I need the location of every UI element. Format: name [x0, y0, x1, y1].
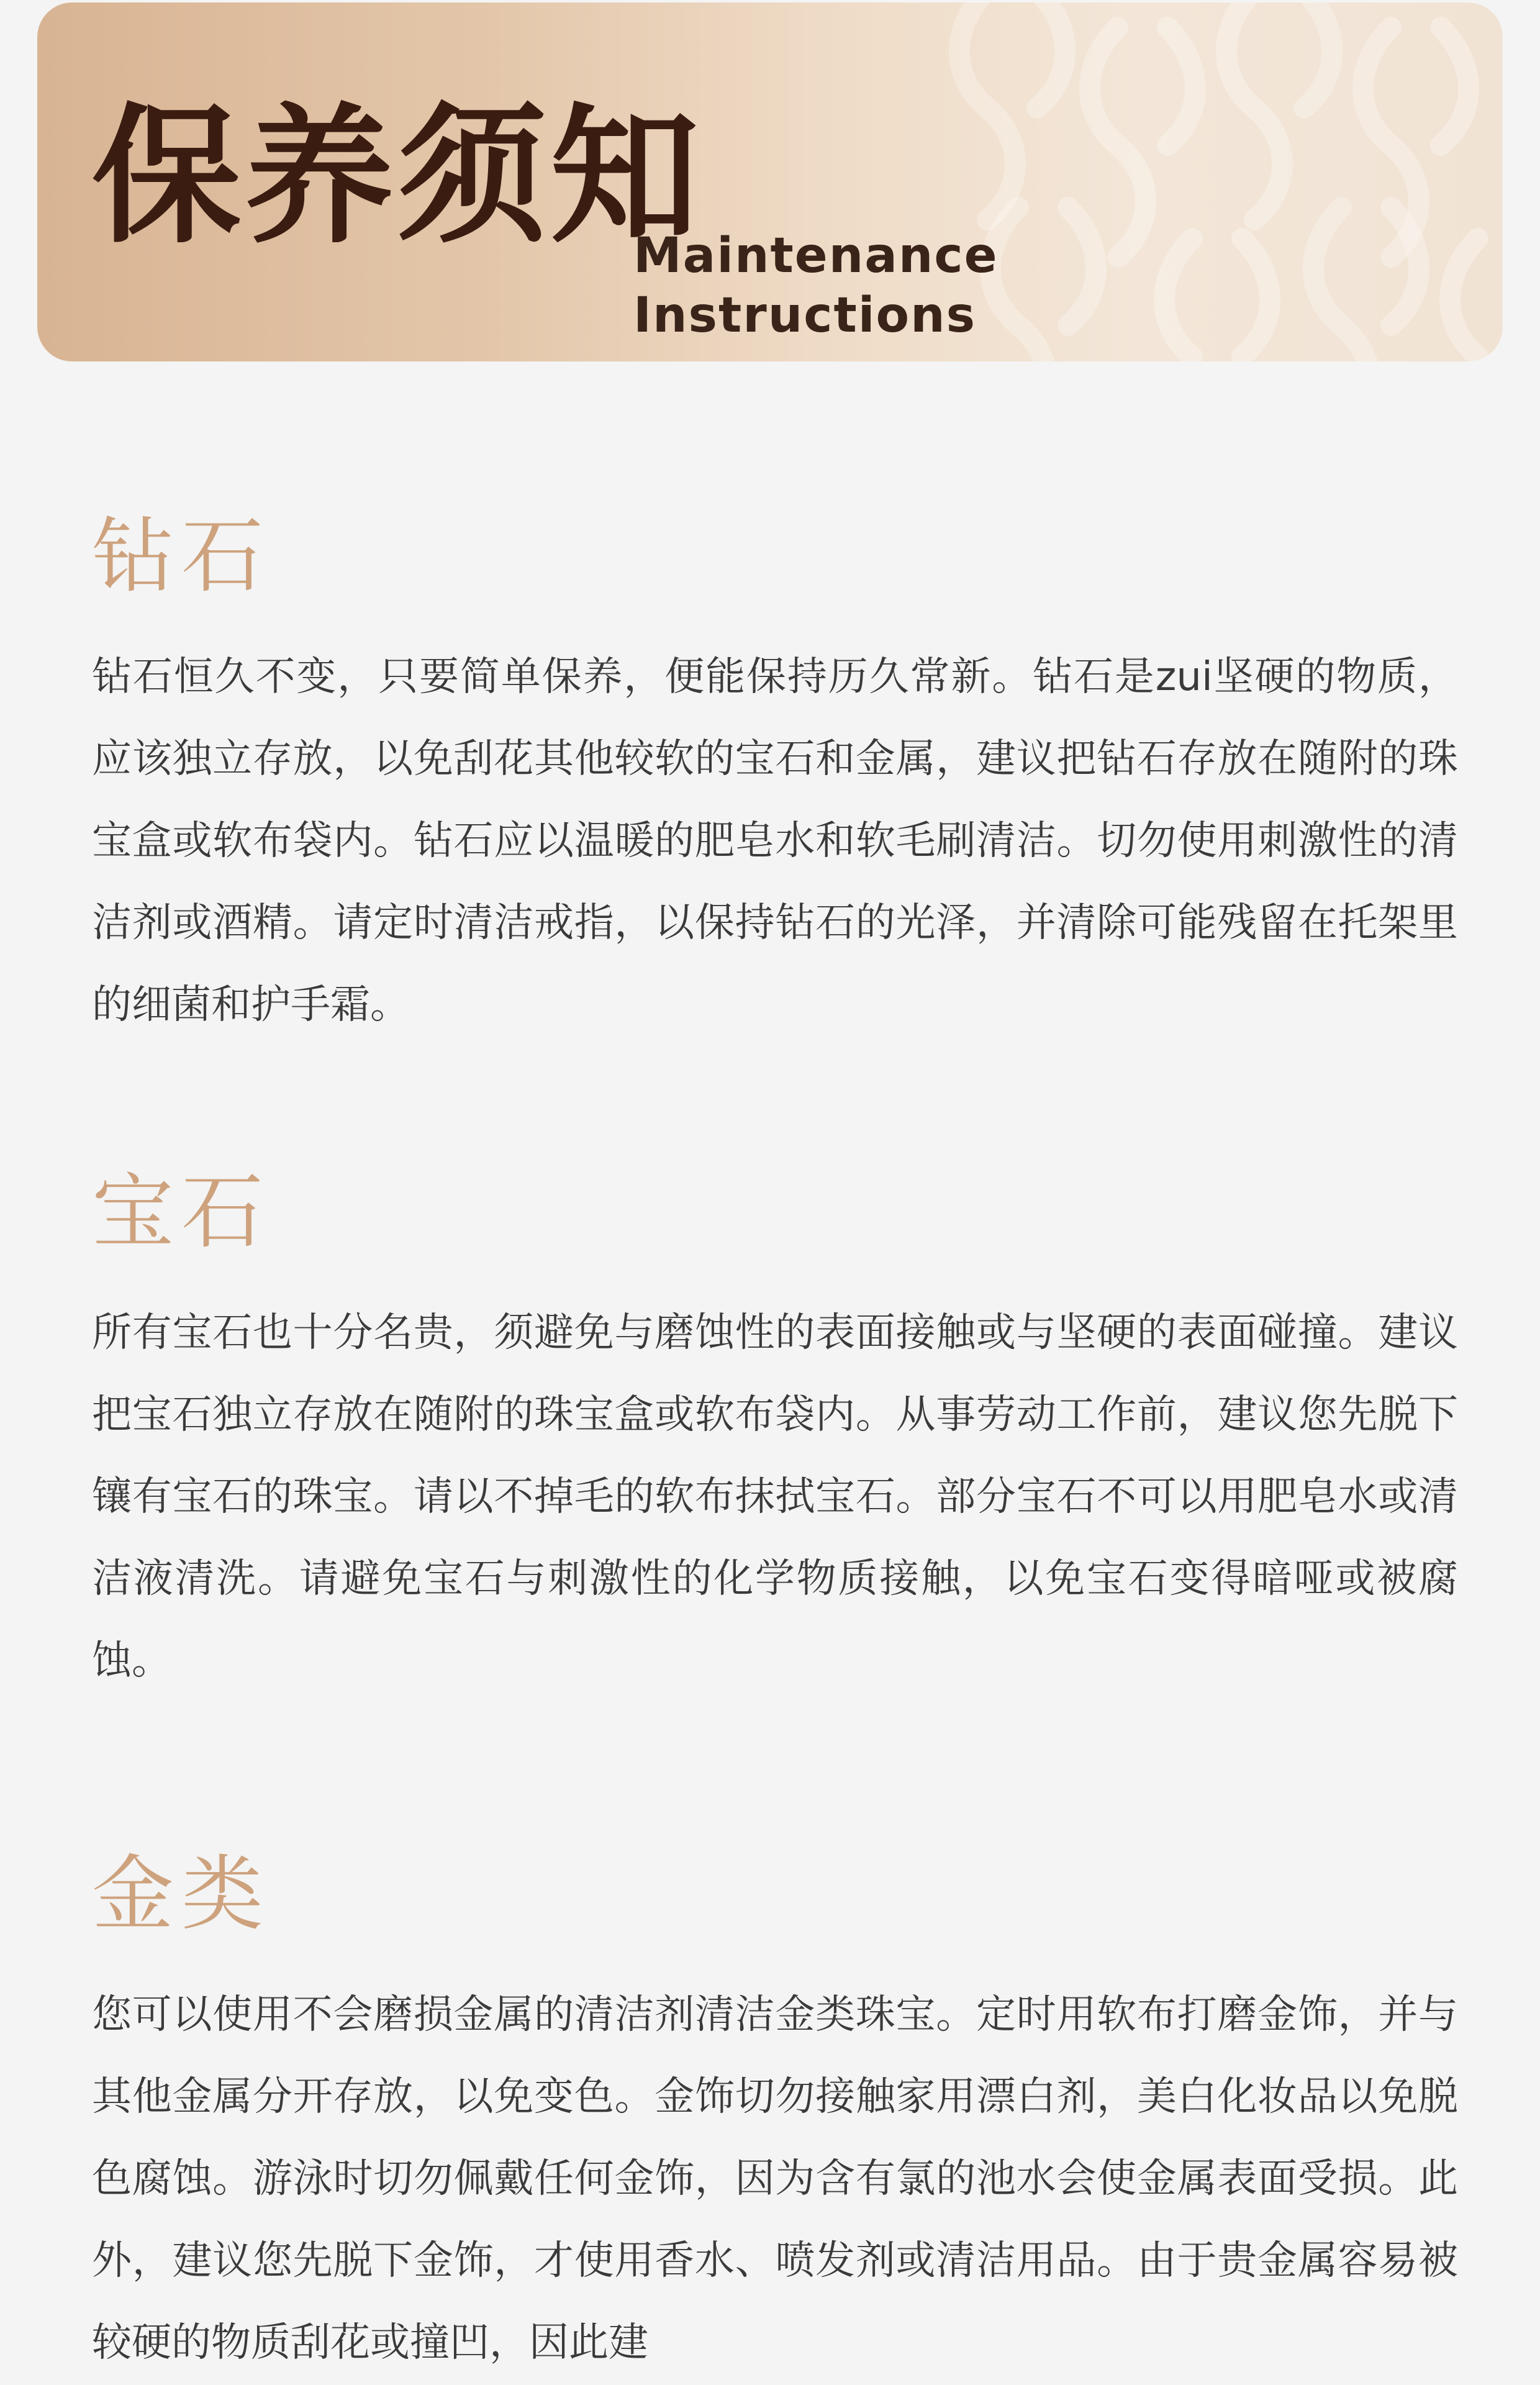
- page-subtitle: [633, 226, 999, 345]
- section-diamond: [92, 507, 1458, 1046]
- section-text-gemstone: 所有宝石也十分名贵，须避免与磨蚀性的表面接触或与坚硬的表面碰撞。建议把宝石独立存放在随附的珠宝盒或软布袋内。从事劳动工作前，建议您先脱下镶有宝石的珠宝。请以不掉毛的软布抹拭宝石。部分宝石不可以用肥皂水或清洁液清洗。请避免宝石与刺激性的化学物质接触，以免宝石变得暗哑或被腐蚀。: [92, 1310, 1458, 1684]
- section-title-gemstone: 宝石: [92, 1165, 271, 1260]
- section-gemstone: [92, 1163, 1458, 1702]
- section-title-gold: 金类: [92, 1847, 271, 1942]
- subtitle-line-1: Maintenance: [633, 228, 999, 284]
- subtitle-line-2: Instructions: [633, 288, 977, 343]
- section-gold: [92, 1845, 1458, 2384]
- section-text-diamond: 钻石恒久不变，只要简单保养，便能保持历久常新。钻石是zui坚硬的物质，应该独立存放，以免刮花其他较软的宝石和金属，建议把钻石存放在随附的珠宝盒或软布袋内。钻石应以温暖的肥皂水和软毛刷清洁。切勿使用刺激性的清洁剂或酒精。请定时清洁戒指，以保持钻石的光泽，并清除可能残留在托架里的细菌和护手霜。: [92, 654, 1458, 1028]
- section-title-diamond: 钻石: [92, 509, 271, 604]
- header-banner: [37, 2, 1503, 361]
- section-text-gold: 您可以使用不会磨损金属的清洁剂清洁金类珠宝。定时用软布打磨金饰，并与其他金属分开存放，以免变色。金饰切勿接触家用漂白剂，美白化妆品以免脱色腐蚀。游泳时切勿佩戴任何金饰，因为含有氯的池水会使金属表面受损。此外，建议您先脱下金饰，才使用香水、喷发剂或清洁用品。由于贵金属容易被较硬的物质刮花或撞凹，因此建: [92, 1992, 1458, 2366]
- page-title: 保养须知: [92, 89, 704, 263]
- decorative-pattern: [931, 2, 1503, 361]
